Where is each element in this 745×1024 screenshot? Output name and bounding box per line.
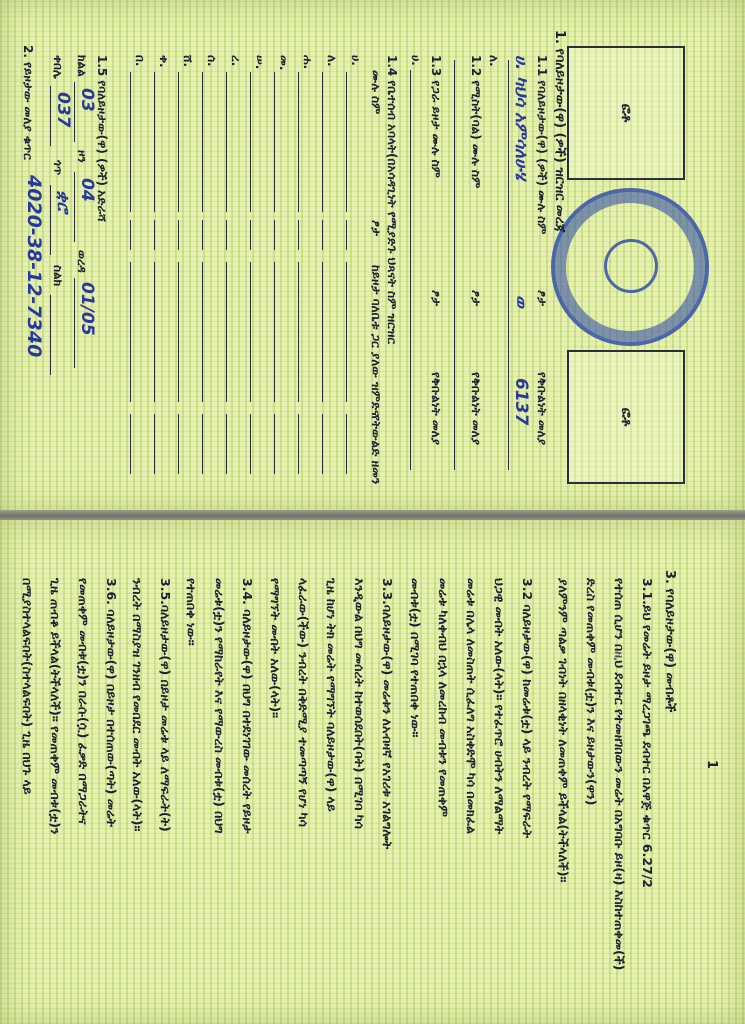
q1-1-name-value: ሀ. ካህሳ አምሳለሁሄ xyxy=(511,55,531,180)
paragraph-line: 3.3.ባለይዞታው(ዋ) መሬቱን ለአብዛኛ የአገሪቱ አገልግሎት xyxy=(380,578,395,850)
zone-underline xyxy=(74,172,75,242)
family-member-field-line xyxy=(346,72,347,212)
paragraph-line: የተጠበቀ ነው። xyxy=(184,578,199,646)
got-underline xyxy=(50,185,51,255)
got-label: ጎጥ xyxy=(51,160,65,176)
family-member-field-line xyxy=(250,72,251,212)
paragraph-line: መሬቱ(ቷ)ን የማከራየት እና የማውረስ መብቱ(ቷ) በህግ xyxy=(212,578,227,834)
family-member-field-line xyxy=(226,262,227,402)
family-member-field-line xyxy=(322,72,323,212)
family-member-marker: ሐ. xyxy=(301,55,315,70)
parcel-id-value: 4020-38-12-7340 xyxy=(23,175,45,358)
paragraph-line: መሬቱ ካለቀብህ በኋላ ለመረከብ መብቱን የመጠቀም xyxy=(436,578,451,817)
q1-4-relation-header: ከይዞታ ባለቤቱ ጋር ያለው ዝምድና xyxy=(369,265,383,417)
family-member-marker: ሀ. xyxy=(349,55,363,66)
tel-underline xyxy=(50,295,51,375)
family-member-field-line xyxy=(154,72,155,212)
woreda-underline xyxy=(74,278,75,368)
paragraph-line: 3.4. ባለይዞታው(ዋ) በህግ በተደነገገው መሰረት የይዞታ xyxy=(240,578,255,834)
family-member-field-line xyxy=(274,72,275,212)
page-number: 1 xyxy=(704,760,719,770)
woreda-label: ወረዳ xyxy=(75,250,89,273)
family-member-field-line xyxy=(154,220,155,250)
family-member-field-line xyxy=(346,414,347,474)
family-member-field-line xyxy=(226,220,227,250)
q1-3-sex-label: ፆታ xyxy=(429,290,443,307)
family-member-field-line xyxy=(250,414,251,474)
family-member-field-line xyxy=(274,414,275,474)
paragraph-line: እንዲውል በህግ መሰረት ከተወሰደበት(ባት) በሚገባ ካሳ xyxy=(352,578,367,829)
region-underline xyxy=(74,82,75,142)
family-member-field-line xyxy=(346,262,347,402)
paragraph-line: የማግኘት መብት አለው(ላት)። xyxy=(268,578,283,718)
paragraph-line: ጊዜ ጠብቆ ይችላል(ትችላለች)። የመጠቀም መብቱ(ቷ)ን xyxy=(48,578,63,835)
bottom-page-content xyxy=(0,520,745,1024)
paragraph-3-4 xyxy=(177,578,261,834)
q1-3-id-label: የቅቡልነት መለያ xyxy=(429,372,443,445)
family-member-field-line xyxy=(130,220,131,250)
zone-value: 04 xyxy=(77,178,97,202)
family-member-field-line xyxy=(202,262,203,402)
q1-2-id-label: የቅቡልነት መለያ xyxy=(469,372,483,445)
q2-label: 2. የይዞታው መለያ ቁጥር xyxy=(21,45,35,160)
family-member-marker: ቀ. xyxy=(157,55,171,68)
family-member-field-line xyxy=(226,72,227,212)
family-member-field-line xyxy=(130,262,131,402)
section-1-heading: 1. የባለይዞታው(ዋ) (ዎች) ዝርዝር መረጃ xyxy=(552,30,567,233)
family-member-field-line xyxy=(274,262,275,402)
q1-1-sex-label: ፆታ xyxy=(535,290,549,307)
paragraph-3-5 xyxy=(123,578,179,832)
stamp-emblem-icon xyxy=(604,239,658,293)
got-value: ቋሮ xyxy=(53,190,73,213)
family-member-field-line xyxy=(250,262,251,402)
family-member-field-line xyxy=(202,414,203,474)
paragraph-3-6 xyxy=(13,578,125,834)
family-member-field-line xyxy=(178,262,179,402)
photo-box-right xyxy=(567,350,685,484)
paragraph-line: መብቱ(ቷ) በሚገባ የተጠበቀ ነው። xyxy=(408,578,423,738)
family-member-field-line xyxy=(226,414,227,474)
paragraph-line: መሬቱ በሌላ ለመስጠት ሲፈለግ አስቀድሞ ካሳ በመክፈል xyxy=(464,578,479,834)
photo-box-right-label: ፎቶ xyxy=(618,407,634,427)
family-member-field-line xyxy=(298,262,299,402)
q1-1-id-value: 6137 xyxy=(511,378,531,426)
family-member-marker: ሸ. xyxy=(181,55,195,68)
paragraph-3-3 xyxy=(261,578,401,849)
paragraph-3-2 xyxy=(401,578,541,838)
family-member-field-line xyxy=(130,72,131,212)
section-3-heading: 3. የባለይዞታው(ዋ) መብቶች xyxy=(662,570,677,713)
q1-4-label: 1.4 የቤተሰብ አባላት(በአሳዳጊነት የሚያድጉ ህጻናት ስም ዝርዝር xyxy=(385,55,399,344)
family-member-marker: በ. xyxy=(133,55,147,67)
family-member-marker: መ. xyxy=(277,55,291,71)
q1-1-sex-value: ወ xyxy=(511,295,531,308)
region-label: ክልል xyxy=(75,55,89,77)
family-member-field-line xyxy=(298,220,299,250)
paragraph-line: ህጋዊ መብት አለው(ላት)። የተፈጥሮ ሀብትን ለማልማት xyxy=(492,578,507,835)
q1-4-sex-header: ፆታ xyxy=(369,220,383,237)
photo-box-left-label: ፎቶ xyxy=(618,103,634,123)
q1-1-id-label: የቅቡልነት መለያ xyxy=(535,372,549,445)
q1-4-birth-header: የትውልድ ዘመን xyxy=(369,415,383,485)
family-member-field-line xyxy=(298,414,299,474)
passport-bottom-page xyxy=(0,520,745,1024)
family-member-field-line xyxy=(154,262,155,402)
family-member-marker: ለ. xyxy=(325,55,339,67)
paragraph-3-1 xyxy=(549,578,661,970)
family-member-field-line xyxy=(178,414,179,474)
paragraph-line: በሚያስተላልፍበት(ስተላልፍበት) ጊዜ በህጉ ላይ xyxy=(20,578,35,795)
paragraph-line: ላፈራው(ችው) ንብረት በቅድሚያ ተመጣጣኝ የሆነ ካሳ xyxy=(296,578,311,827)
family-member-field-line xyxy=(274,220,275,250)
kebele-value: 037 xyxy=(53,92,73,128)
paragraph-line: ንብረት በማስያዝ ገንዘብ የመበደር መብት አለው(ላት)። xyxy=(130,578,145,832)
q1-3-marker: ሀ. xyxy=(409,55,423,66)
paragraph-line: 3.6. ባለይዞታው(ዋ) በይዞታ በተሰጠው(ጣት) መሬት xyxy=(104,578,119,827)
paragraph-line: 3.2 ባለይዞታው(ዋ) ከመሬቱ(ቷ) ላይ ንብረት የማፍራት xyxy=(520,578,535,839)
family-member-field-line xyxy=(322,262,323,402)
q1-5-label: 1.5 የባለይዞታው(ዋ) (ዎች) አድራሻ xyxy=(95,55,109,222)
paragraph-line: 3.5.ባለይዞታው(ዋ) በይዞታ መሬቱ ላይ ለማፍራት(ት) xyxy=(158,578,173,832)
paragraph-line: ያለምንም ጣልቃ ገብነት በዘላቂነት ለመጠቀም ይችላል(ትችላለች)። xyxy=(556,578,571,883)
q1-3-label: 1.3 የጋራ ይዞታ ሙሉ ስም xyxy=(429,55,443,178)
family-member-marker: ረ. xyxy=(229,55,243,67)
tel-label: ስልክ xyxy=(51,265,65,287)
paragraph-line: የተሰጠ ሲሆን በዚህ ደብተር የተመዘገበውን መሬት በአግባቡ ይዞ(ዛ) እስከተጠቀመ(ች) xyxy=(612,578,627,971)
family-member-field-line xyxy=(202,72,203,212)
q1-1-label: 1.1 የባለይዞታው(ዋ) (ዎች) ሙሉ ስም xyxy=(535,55,549,235)
q1-4-name-header: ሙሉ ስም xyxy=(369,70,383,115)
q1-2-label: 1.2 የሚስት(ባል) ሙሉ ስም xyxy=(469,55,483,189)
family-member-field-line xyxy=(250,220,251,250)
family-member-field-line xyxy=(322,414,323,474)
family-member-marker: ሠ. xyxy=(253,55,267,70)
family-member-field-line xyxy=(130,414,131,474)
paragraph-line: 3.1.ይህ የመሬት ይዞታ ማረጋገጫ ደብተር በአዋጅ ቁጥር 6.27/2 xyxy=(640,578,655,888)
family-member-field-line xyxy=(178,220,179,250)
family-member-field-line xyxy=(202,220,203,250)
region-value: 03 xyxy=(77,88,97,112)
zone-label: ዞን xyxy=(75,150,89,163)
woreda-value: 01/05 xyxy=(77,282,97,336)
q1-2-marker: ለ. xyxy=(487,55,501,67)
family-member-field-line xyxy=(298,72,299,212)
official-stamp xyxy=(551,188,709,346)
family-member-field-line xyxy=(178,72,179,212)
family-member-field-line xyxy=(322,220,323,250)
q1-1-underline xyxy=(508,60,509,470)
family-member-marker: ሰ. xyxy=(205,55,219,67)
family-member-field-line xyxy=(154,414,155,474)
q1-2-underline xyxy=(454,60,455,470)
kebele-label: ቀበሌ xyxy=(51,55,65,79)
q1-3-underline xyxy=(410,70,411,470)
paragraph-line: ድረስ የመጠቀም መብቱ(ቷ)ን እና ይዞታውን(ዋን) xyxy=(584,578,599,806)
family-member-field-line xyxy=(346,220,347,250)
paragraph-line: የመጠቀም መብቱ(ቷ)ን በራሱ(ሷ) ፈቃድ በማጋራትና xyxy=(76,578,91,825)
q1-2-sex-label: ፆታ xyxy=(469,290,483,307)
kebele-underline xyxy=(50,86,51,146)
paragraph-line: ጊዜ ከሆነ ትክ መሬት የማግኘት ባለይዞታው(ዋ) ላይ xyxy=(324,578,339,812)
photo-box-left xyxy=(567,46,685,180)
